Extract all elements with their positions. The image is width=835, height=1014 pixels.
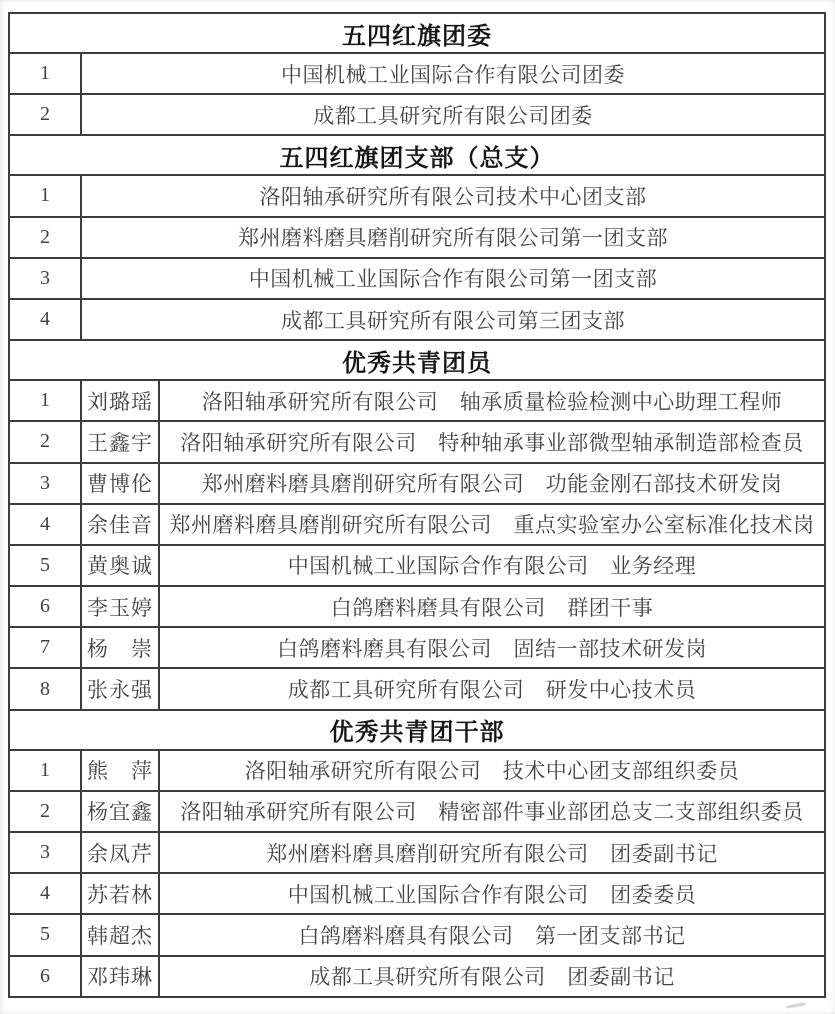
entry-person-name: 刘璐瑶: [81, 380, 159, 421]
entry-number: 1: [9, 750, 81, 791]
entry-position: 郑州磨料磨具磨削研究所有限公司 重点实验室办公室标准化技术岗: [159, 504, 825, 545]
table-row: [9, 217, 825, 258]
entry-person-name: 李玉婷: [81, 586, 159, 627]
entry-position: 成都工具研究所有限公司 研发中心技术员: [159, 668, 825, 709]
entry-number: 4: [9, 299, 81, 340]
table-row: [9, 586, 825, 627]
entry-number: 2: [9, 421, 81, 462]
section-header-row: [9, 710, 825, 750]
entry-number: 2: [9, 217, 81, 258]
table-row: [9, 956, 825, 997]
table-row: [9, 421, 825, 462]
entry-organization: 成都工具研究所有限公司团委: [81, 94, 825, 135]
entry-position: 成都工具研究所有限公司 团委副书记: [159, 956, 825, 997]
entry-position: 白鸽磨料磨具有限公司 第一团支部书记: [159, 914, 825, 955]
table-row: [9, 175, 825, 216]
entry-person-name: 邓玮琳: [81, 956, 159, 997]
entry-number: 7: [9, 627, 81, 668]
entry-number: 1: [9, 53, 81, 94]
section-title: 优秀共青团员: [9, 340, 825, 380]
entry-number: 1: [9, 380, 81, 421]
awards-table: [8, 12, 826, 998]
entry-organization: 中国机械工业国际合作有限公司第一团支部: [81, 258, 825, 299]
entry-person-name: 韩超杰: [81, 914, 159, 955]
entry-position: 洛阳轴承研究所有限公司 轴承质量检验检测中心助理工程师: [159, 380, 825, 421]
entry-number: 6: [9, 956, 81, 997]
entry-person-name: 黄奥诚: [81, 545, 159, 586]
section-title: 优秀共青团干部: [9, 710, 825, 750]
entry-number: 4: [9, 504, 81, 545]
section-header-row: [9, 340, 825, 380]
entry-organization: 洛阳轴承研究所有限公司技术中心团支部: [81, 175, 825, 216]
entry-number: 3: [9, 258, 81, 299]
entry-person-name: 张永强: [81, 668, 159, 709]
corner-smudge-mark: [786, 1002, 806, 1008]
entry-number: 4: [9, 873, 81, 914]
entry-number: 6: [9, 586, 81, 627]
entry-person-name: 余佳音: [81, 504, 159, 545]
table-row: [9, 627, 825, 668]
table-row: [9, 750, 825, 791]
table-row: [9, 914, 825, 955]
entry-number: 3: [9, 463, 81, 504]
entry-number: 2: [9, 94, 81, 135]
entry-position: 郑州磨料磨具磨削研究所有限公司 功能金刚石部技术研发岗: [159, 463, 825, 504]
entry-number: 5: [9, 914, 81, 955]
table-row: [9, 299, 825, 340]
entry-person-name: 曹博伦: [81, 463, 159, 504]
entry-position: 洛阳轴承研究所有限公司 技术中心团支部组织委员: [159, 750, 825, 791]
entry-person-name: 杨宜鑫: [81, 791, 159, 832]
table-row: [9, 791, 825, 832]
entry-position: 白鸽磨料磨具有限公司 群团干事: [159, 586, 825, 627]
entry-person-name: 余凤芹: [81, 832, 159, 873]
table-row: [9, 504, 825, 545]
table-row: [9, 668, 825, 709]
entry-person-name: 王鑫宇: [81, 421, 159, 462]
entry-position: 中国机械工业国际合作有限公司 业务经理: [159, 545, 825, 586]
section-title: 五四红旗团委: [9, 13, 825, 53]
entry-position: 洛阳轴承研究所有限公司 精密部件事业部团总支二支部组织委员: [159, 791, 825, 832]
table-row: [9, 873, 825, 914]
entry-person-name: 苏若林: [81, 873, 159, 914]
entry-position: 洛阳轴承研究所有限公司 特种轴承事业部微型轴承制造部检查员: [159, 421, 825, 462]
section-title: 五四红旗团支部（总支）: [9, 135, 825, 175]
section-header-row: [9, 13, 825, 53]
entry-position: 白鸽磨料磨具有限公司 固结一部技术研发岗: [159, 627, 825, 668]
table-row: [9, 832, 825, 873]
entry-person-name: 熊 萍: [81, 750, 159, 791]
entry-position: 中国机械工业国际合作有限公司 团委委员: [159, 873, 825, 914]
entry-number: 1: [9, 175, 81, 216]
table-row: [9, 463, 825, 504]
entry-number: 2: [9, 791, 81, 832]
entry-number: 5: [9, 545, 81, 586]
table-row: [9, 258, 825, 299]
table-row: [9, 545, 825, 586]
entry-person-name: 杨 崇: [81, 627, 159, 668]
entry-organization: 郑州磨料磨具磨削研究所有限公司第一团支部: [81, 217, 825, 258]
table-row: [9, 380, 825, 421]
entry-number: 3: [9, 832, 81, 873]
entry-number: 8: [9, 668, 81, 709]
table-row: [9, 53, 825, 94]
entry-position: 郑州磨料磨具磨削研究所有限公司 团委副书记: [159, 832, 825, 873]
entry-organization: 中国机械工业国际合作有限公司团委: [81, 53, 825, 94]
table-row: [9, 94, 825, 135]
entry-organization: 成都工具研究所有限公司第三团支部: [81, 299, 825, 340]
section-header-row: [9, 135, 825, 175]
